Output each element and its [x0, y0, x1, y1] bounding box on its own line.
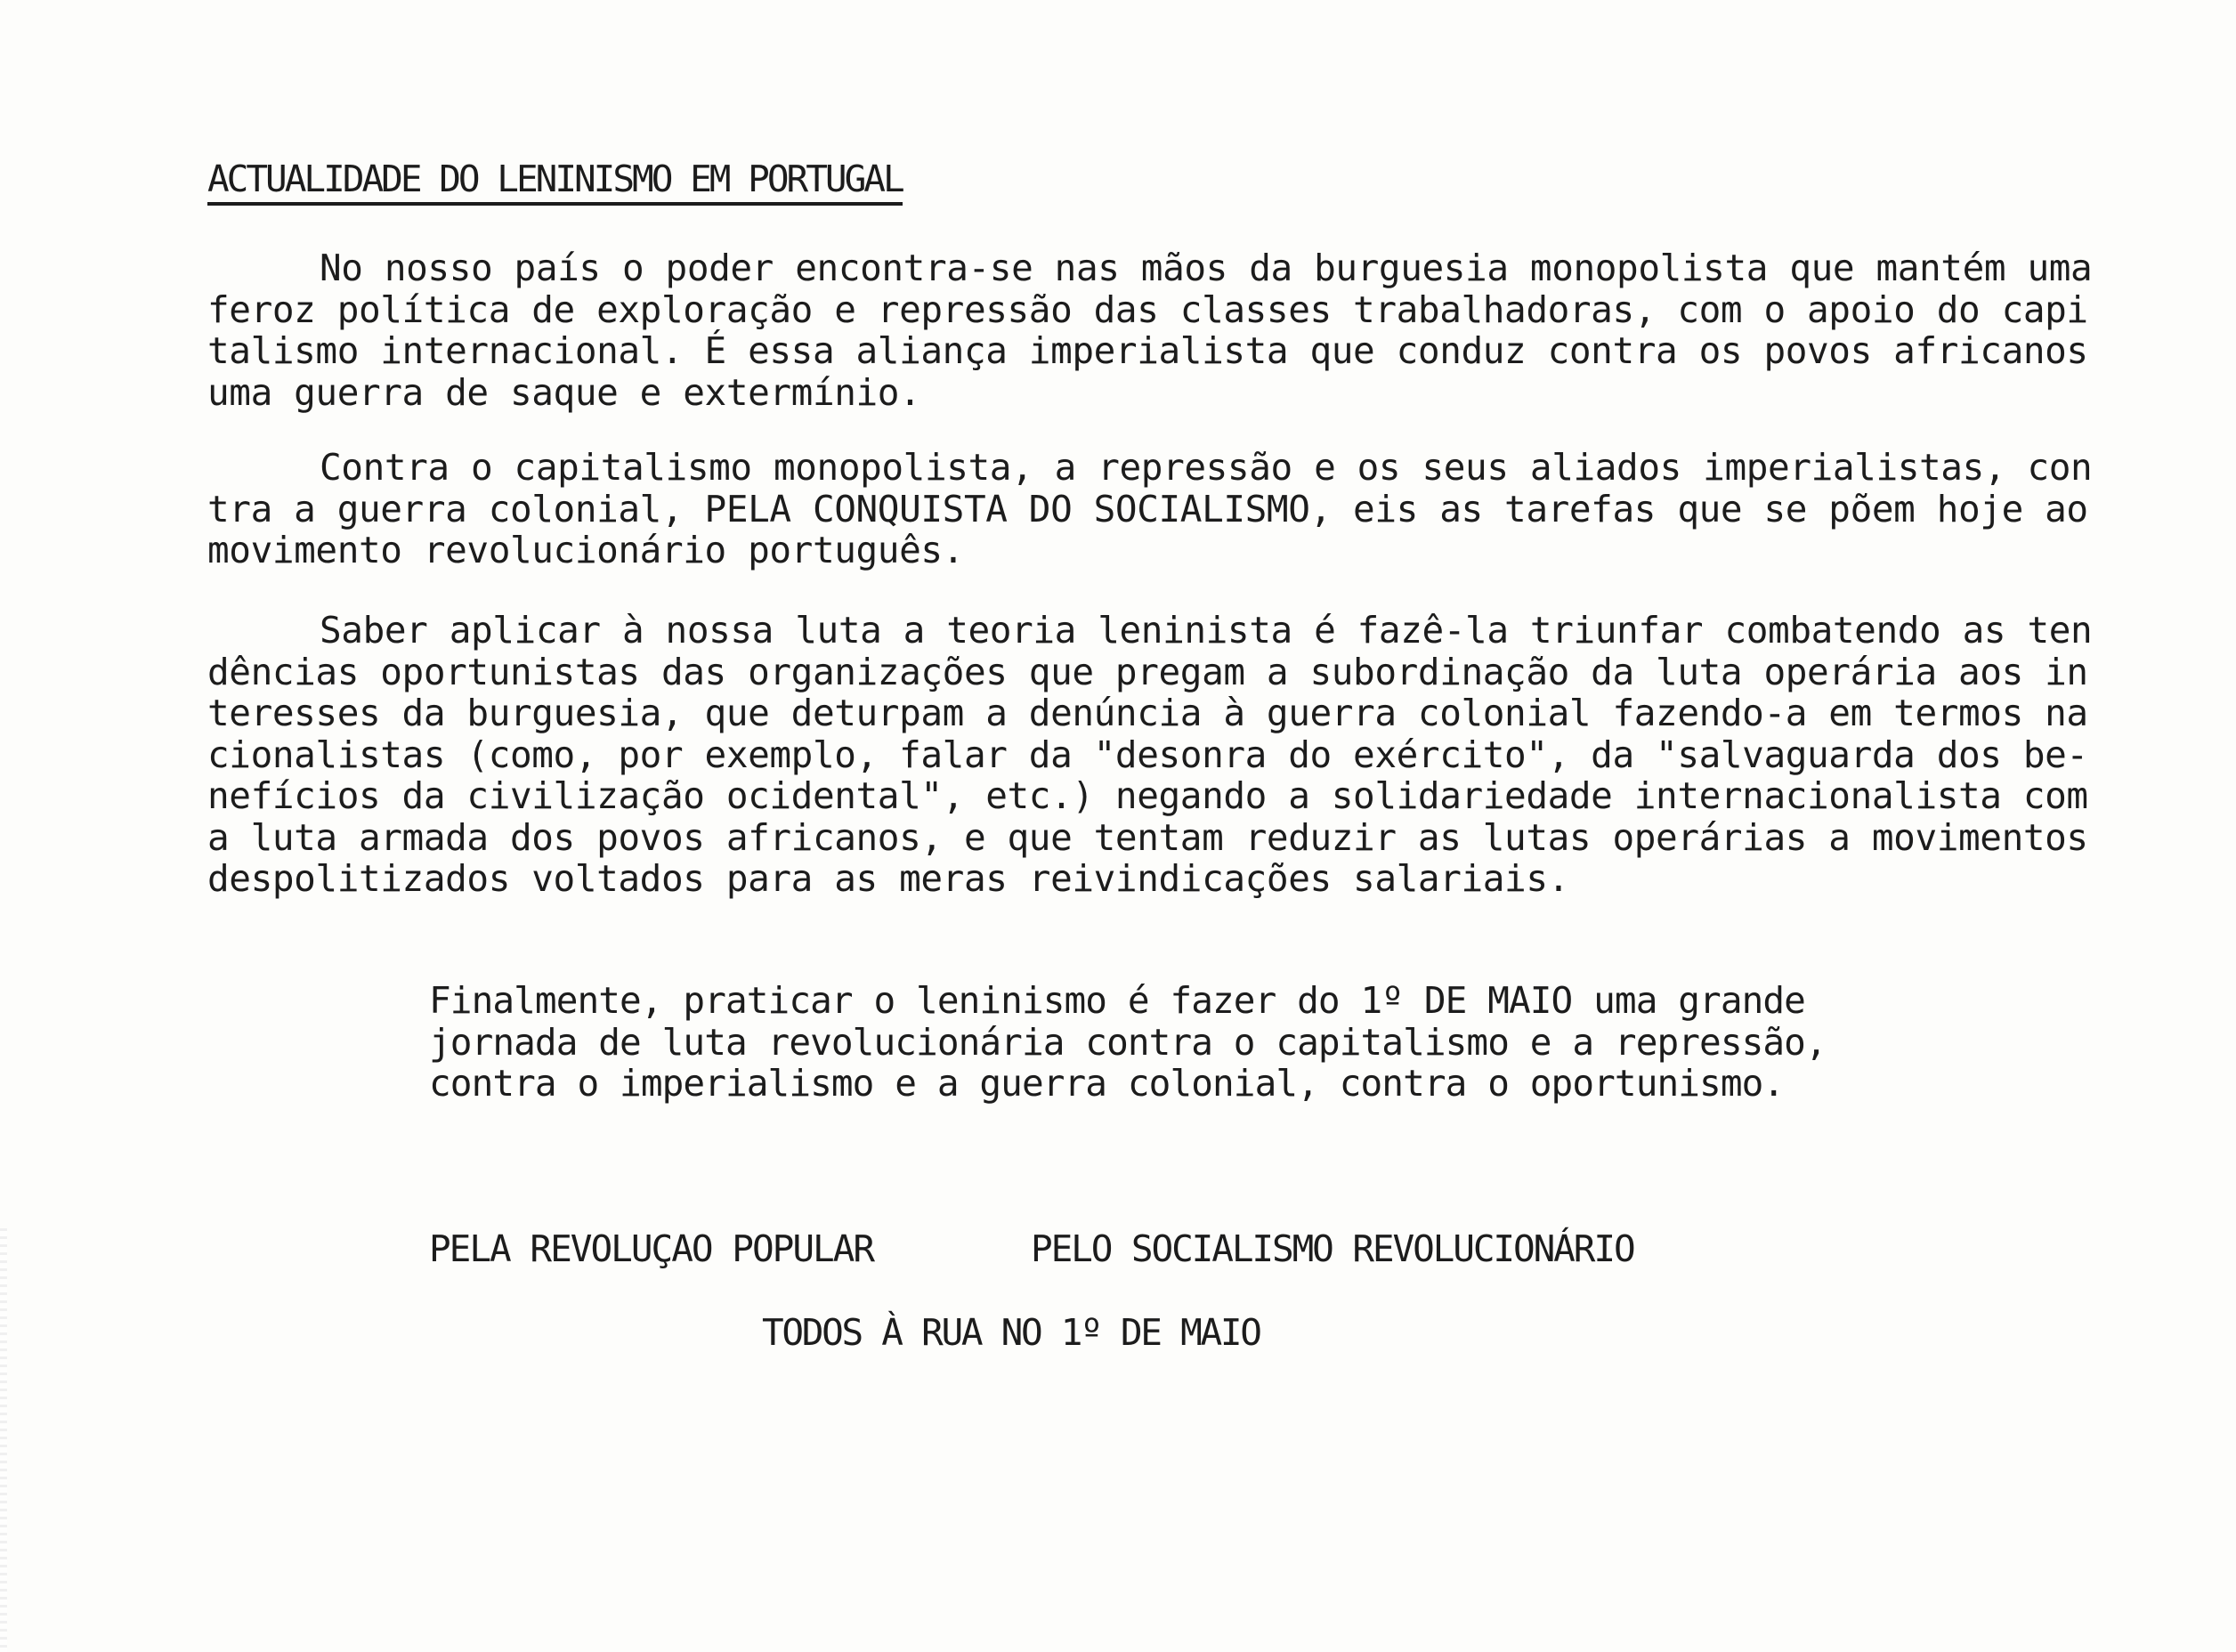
- paragraph-line: dências oportunistas das organizações que pregam a subordinação da luta operária aos in: [207, 650, 2088, 693]
- paragraph-3: [207, 610, 2166, 900]
- paragraph-line: Saber aplicar à nossa luta a teoria leninista é fazê-la triunfar combatendo as ten: [320, 609, 2093, 652]
- paragraph-line: talismo internacional. É essa aliança imperialista que conduz contra os povos africanos: [207, 329, 2088, 372]
- paragraph-line: a luta armada dos povos africanos, e que tentam reduzir as lutas operárias a movimentos: [207, 815, 2088, 859]
- paragraph-line: cionalistas (como, por exemplo, falar da "desonra do exército", da "salvaguarda dos be-: [207, 733, 2088, 776]
- paragraph-line: No nosso país o poder encontra-se nas mãos da burguesia monopolista que mantém uma: [320, 247, 2093, 289]
- paragraph-line: tra a guerra colonial, PELA CONQUISTA DO SOCIALISMO, eis as tarefas que se põem hoje ao: [207, 487, 2088, 530]
- scan-edge-artifact: [0, 1228, 7, 1652]
- closing-paragraph: [429, 980, 1827, 1105]
- paragraph-line: movimento revolucionário português.: [207, 529, 964, 571]
- slogan-left: PELA REVOLUÇAO POPULAR: [429, 1227, 874, 1270]
- paragraph-line: feroz política de exploração e repressão das classes trabalhadoras, com o apoio do capi: [207, 287, 2088, 331]
- closing-line: jornada de luta revolucionária contra o capitalismo e a repressão,: [429, 1020, 1827, 1064]
- document-title: ACTUALIDADE DO LENINISMO EM PORTUGAL: [207, 157, 903, 206]
- slogan-right: PELO SOCIALISMO REVOLUCIONÁRIO: [1031, 1227, 1634, 1270]
- closing-line: contra o imperialismo e a guerra colonial, contra o oportunismo.: [429, 1062, 1785, 1105]
- paragraph-line: nefícios da civilização ocidental", etc.) negando a solidariedade internacionalista com: [207, 774, 2088, 817]
- slogan-bottom: TODOS À RUA NO 1º DE MAIO: [762, 1311, 1260, 1354]
- paragraph-2: [207, 447, 2166, 571]
- paragraph-line: despolitizados voltados para as meras reivindicações salariais.: [207, 857, 1569, 900]
- paragraph-line: uma guerra de saque e extermínio.: [207, 370, 921, 414]
- paragraph-line: teresses da burguesia, que deturpam a denúncia à guerra colonial fazendo-a em termos na: [207, 692, 2088, 734]
- closing-line: Finalmente, praticar o leninismo é fazer do 1º DE MAIO uma grande: [429, 979, 1805, 1022]
- paragraph-1: [207, 247, 2166, 413]
- paragraph-line: Contra o capitalismo monopolista, a repressão e os seus aliados imperialistas, con: [320, 446, 2093, 489]
